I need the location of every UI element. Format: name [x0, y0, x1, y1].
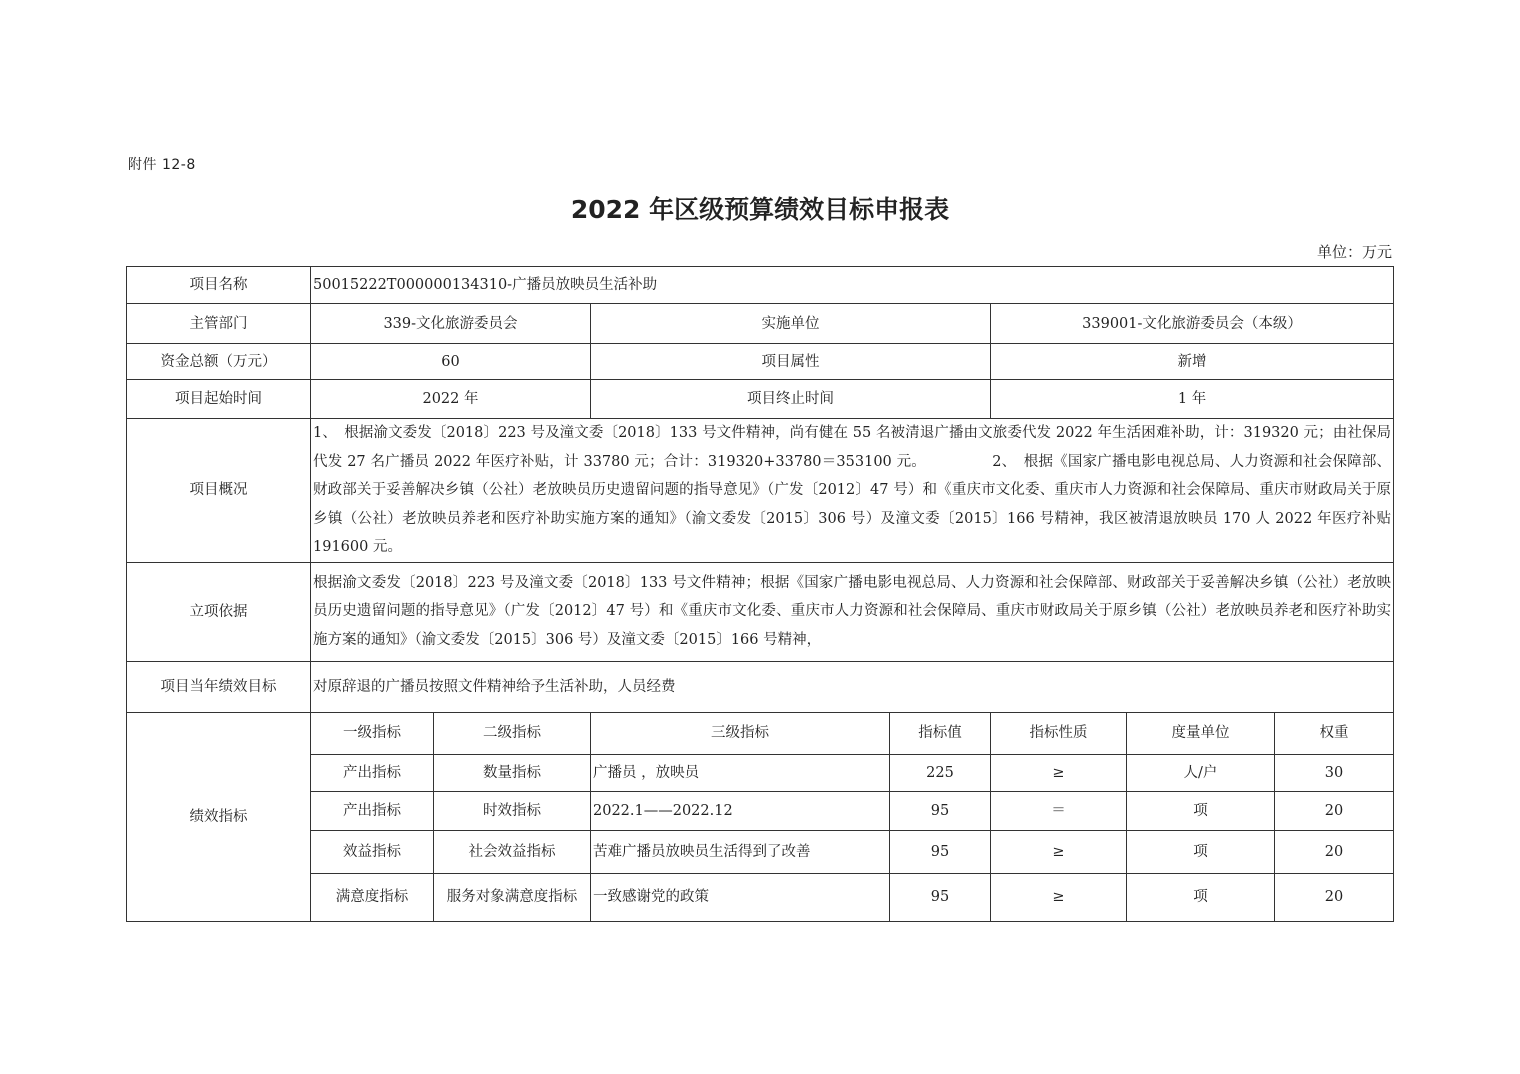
table-row — [127, 830, 1394, 873]
budget-performance-table — [126, 266, 1394, 922]
row-nature: ＝ — [991, 791, 1127, 830]
row-basis — [127, 562, 1394, 661]
row-unit: 人/户 — [1127, 754, 1275, 791]
basis-text: 根据渝文委发〔2018〕223 号及潼文委〔2018〕133 号文件精神；根据《国家广播电影电视总局、人力资源和社会保障部、财政部关于妥善解决乡镇（公社）老放映员历史遗留问题的指导意见》（广发〔2012〕47 号）和《重庆市文化委、重庆市人力资源和社会保障局、重庆市财政局关于原乡镇（公社）老放映员养老和医疗补助实施方案的通知》（渝文委发〔2015〕306 号）及潼文委〔2015〕166 号精神， — [311, 562, 1394, 661]
end-time-label: 项目终止时间 — [591, 380, 991, 419]
row-level-1: 产出指标 — [311, 791, 434, 830]
row-time — [127, 380, 1394, 419]
row-nature: ≥ — [991, 754, 1127, 791]
table-row — [127, 754, 1394, 791]
row-level-2: 社会效益指标 — [434, 830, 591, 873]
project-attribute-value: 新增 — [991, 344, 1394, 380]
row-level-2: 时效指标 — [434, 791, 591, 830]
header-level-2: 二级指标 — [434, 712, 591, 754]
indicator-label: 绩效指标 — [127, 712, 311, 921]
header-value: 指标值 — [890, 712, 991, 754]
row-fund — [127, 344, 1394, 380]
start-time-value: 2022 年 — [311, 380, 591, 419]
header-nature: 指标性质 — [991, 712, 1127, 754]
goal-text: 对原辞退的广播员按照文件精神给予生活补助，人员经费 — [311, 661, 1394, 712]
row-weight: 20 — [1275, 791, 1394, 830]
row-unit: 项 — [1127, 830, 1275, 873]
indicator-header-row — [127, 712, 1394, 754]
project-attribute-label: 项目属性 — [591, 344, 991, 380]
row-unit: 项 — [1127, 873, 1275, 921]
row-level-3: 一致感谢党的政策 — [591, 873, 890, 921]
row-value: 225 — [890, 754, 991, 791]
row-nature: ≥ — [991, 830, 1127, 873]
row-level-1: 满意度指标 — [311, 873, 434, 921]
header-unit: 度量单位 — [1127, 712, 1275, 754]
implementing-unit-value: 339001-文化旅游委员会（本级） — [991, 304, 1394, 344]
row-weight: 20 — [1275, 873, 1394, 921]
row-level-2: 服务对象满意度指标 — [434, 873, 591, 921]
table-row — [127, 873, 1394, 921]
end-time-value: 1 年 — [991, 380, 1394, 419]
page-title: 2022 年区级预算绩效目标申报表 — [570, 195, 950, 224]
implementing-unit-label: 实施单位 — [591, 304, 991, 344]
header-level-1: 一级指标 — [311, 712, 434, 754]
row-level-3: 广播员 ，放映员 — [591, 754, 890, 791]
row-level-3: 2022.1——2022.12 — [591, 791, 890, 830]
total-fund-label: 资金总额（万元） — [127, 344, 311, 380]
row-value: 95 — [890, 791, 991, 830]
row-department — [127, 304, 1394, 344]
row-goal — [127, 661, 1394, 712]
row-weight: 20 — [1275, 830, 1394, 873]
header-weight: 权重 — [1275, 712, 1394, 754]
project-name-value: 50015222T000000134310-广播员放映员生活补助 — [311, 267, 1394, 304]
goal-label: 项目当年绩效目标 — [127, 661, 311, 712]
row-project-name — [127, 267, 1394, 304]
total-fund-value: 60 — [311, 344, 591, 380]
overview-label: 项目概况 — [127, 419, 311, 563]
start-time-label: 项目起始时间 — [127, 380, 311, 419]
unit-label: 单位：万元 — [1316, 243, 1392, 261]
row-weight: 30 — [1275, 754, 1394, 791]
project-name-label: 项目名称 — [127, 267, 311, 304]
department-value: 339-文化旅游委员会 — [311, 304, 591, 344]
row-level-3: 苦难广播员放映员生活得到了改善 — [591, 830, 890, 873]
row-level-2: 数量指标 — [434, 754, 591, 791]
attachment-number: 附件 12-8 — [128, 157, 196, 173]
basis-label: 立项依据 — [127, 562, 311, 661]
row-overview — [127, 419, 1394, 563]
table-row — [127, 791, 1394, 830]
overview-text: 1、 根据渝文委发〔2018〕223 号及潼文委〔2018〕133 号文件精神，尚有健在 55 名被清退广播由文旅委代发 2022 年生活困难补助，计：319320 元；由社保局代发 27 名广播员 2022 年医疗补贴，计 33780 元；合计：319320+33780＝353100 元。 2、 根据《国家广播电影电视总局、人力资源和社会保障部、财政部关于妥善解决乡镇（公社）老放映员历史遗留问题的指导意见》（广发〔2012〕47 号）和《重庆市文化委、重庆市人力资源和社会保障局、重庆市财政局关于原乡镇（公社）老放映员养老和医疗补助实施方案的通知》（渝文委发〔2015〕306 号）及潼文委〔2015〕166 号精神，我区被清退放映员 170 人 2022 年医疗补贴 191600 元。 — [311, 419, 1394, 563]
row-unit: 项 — [1127, 791, 1275, 830]
row-level-1: 效益指标 — [311, 830, 434, 873]
row-value: 95 — [890, 873, 991, 921]
row-value: 95 — [890, 830, 991, 873]
header-level-3: 三级指标 — [591, 712, 890, 754]
department-label: 主管部门 — [127, 304, 311, 344]
row-level-1: 产出指标 — [311, 754, 434, 791]
row-nature: ≥ — [991, 873, 1127, 921]
